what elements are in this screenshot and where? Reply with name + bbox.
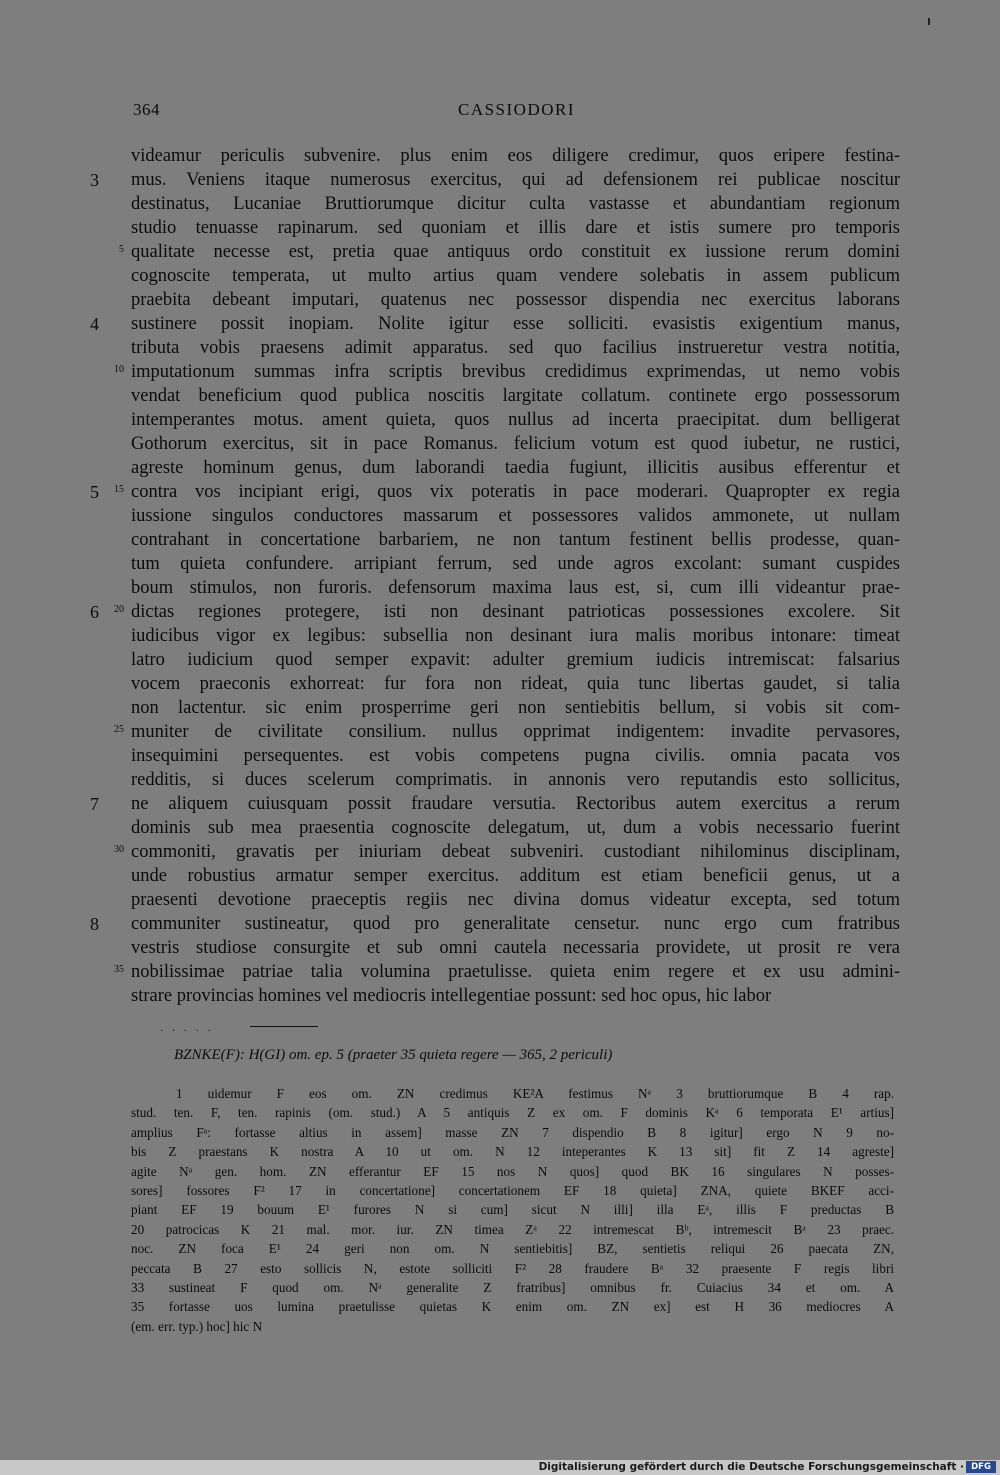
- text-line-content: vocem praeconis exhorreat: fur fora non rideat, quia tunc libertas gaudet, si talia: [131, 674, 900, 694]
- apparatus-line: [0, 1142, 1000, 1161]
- text-line: [0, 312, 1000, 336]
- apparatus-line-content: peccata B 27 esto sollicis N, estote solliciti F² 28 fraudere Bᵃ 32 praesente F regis libri: [131, 1260, 894, 1276]
- line-number: 20: [114, 604, 124, 615]
- text-line: [0, 360, 1000, 384]
- page-number: 364: [133, 100, 160, 119]
- apparatus-line: [0, 1123, 1000, 1142]
- text-line-content: tributa vobis praesens adimit apparatus. sed quo facilius instrueretur vestra notitia,: [131, 338, 900, 358]
- text-line-content: latro iudicium quod semper expavit: adulter gremium iudicis intremiscat: falsarius: [131, 650, 900, 670]
- apparatus-line-content: 33 sustineat F quod om. Nᵃ generalite Z fratribus] omnibus fr. Cuiacius 34 et om. A: [131, 1279, 894, 1295]
- text-line-content: tum quieta confundere. arripiant ferrum, sed unde agros excolant: sumant cuspides: [131, 554, 900, 574]
- text-line-content: imputationum summas infra scriptis brevibus credidimus exprimendas, ut nemo vobis: [131, 362, 900, 382]
- text-line: [0, 192, 1000, 216]
- text-line: [0, 696, 1000, 720]
- text-line: [0, 336, 1000, 360]
- text-line: [0, 960, 1000, 984]
- line-number: 10: [114, 364, 124, 375]
- text-line-content: praesenti devotione praeceptis regiis nec divina domus videatur excepta, sed totum: [131, 890, 900, 910]
- text-line: [0, 144, 1000, 168]
- text-line-content: destinatus, Lucaniae Bruttiorumque dicitur culta vastasse et abundantiam regionum: [131, 194, 900, 214]
- apparatus-line-content: noc. ZN foca E¹ 24 geri non om. N sentiebitis] BZ, sentietis reliqui 26 paecata ZN,: [131, 1241, 894, 1257]
- text-line-content: dominis sub mea praesentia cognoscite delegatum, ut, dum a vobis necessario fuerint: [131, 818, 900, 838]
- text-line: [0, 720, 1000, 744]
- apparatus-line: [0, 1278, 1000, 1297]
- text-line: [0, 552, 1000, 576]
- apparatus-line: [0, 1084, 1000, 1103]
- text-line-content: vendat beneficium quod publica noscitis largitate collatum. continete ergo possessorum: [131, 386, 900, 406]
- text-line-content: contra vos incipiant erigi, quos vix poteratis in pace moderari. Quapropter ex regia: [131, 482, 900, 502]
- text-line: [0, 576, 1000, 600]
- manuscript-sigla: BZNKE(F): H(GI) om. ep. 5 (praeter 35 quieta regere — 365, 2 periculi): [174, 1047, 613, 1063]
- text-line: [0, 792, 1000, 816]
- text-line-content: qualitate necesse est, pretia quae antiquus ordo constituit ex iussione rerum domini: [131, 242, 900, 262]
- text-line: [0, 408, 1000, 432]
- text-line: [0, 672, 1000, 696]
- text-line: [0, 768, 1000, 792]
- apparatus-line: [0, 1317, 1000, 1336]
- text-line: [0, 288, 1000, 312]
- main-text-block: [0, 144, 1000, 1008]
- line-number: 30: [114, 844, 124, 855]
- apparatus-line: [0, 1259, 1000, 1278]
- text-line: [0, 984, 1000, 1008]
- running-head: [133, 100, 900, 124]
- text-line: [0, 840, 1000, 864]
- text-line-content: redditis, si duces scelerum comprimatis. in annonis vero reputandis esto sollicitus,: [131, 770, 900, 790]
- text-line-content: insequimini persequentes. est vobis competens pugna civilis. omnia pacata vos: [131, 746, 900, 766]
- text-line-content: praebita debeant imputari, quatenus nec possessor dispendia nec exercitus laborans: [131, 290, 900, 310]
- text-line-content: iussione singulos conductores massarum et possessores validos ammonete, ut nullam: [131, 506, 900, 526]
- text-line-content: unde robustius armatur semper exercitus. additum est etiam beneficii genus, ut a: [131, 866, 900, 886]
- critical-apparatus: [0, 1084, 1000, 1336]
- apparatus-line: [0, 1220, 1000, 1239]
- apparatus-line: [0, 1239, 1000, 1258]
- apparatus-line-content: amplius Fᵃ: fortasse altius in assem] masse ZN 7 dispendio B 8 igitur] ergo N 9 no-: [131, 1124, 894, 1140]
- text-line-content: boum stimulos, non furoris. defensorum maxima laus est, si, cum illi videantur prae-: [131, 578, 900, 598]
- text-line: [0, 480, 1000, 504]
- apparatus-line: [0, 1103, 1000, 1122]
- text-line: [0, 648, 1000, 672]
- text-line: [0, 864, 1000, 888]
- text-line-content: nobilissimae patriae talia volumina praetulisse. quieta enim regere et ex usu admini-: [131, 962, 900, 982]
- chapter-number: 3: [90, 170, 99, 190]
- apparatus-line-content: 1 uidemur F eos om. ZN credimus KE²A festimus Nᵃ 3 bruttiorumque B 4 rap.: [176, 1086, 894, 1101]
- text-line-content: sustinere possit inopiam. Nolite igitur esse solliciti. evasistis exigentium manus,: [131, 314, 900, 334]
- header-title: CASSIODORI: [457, 100, 576, 119]
- line-number: 15: [114, 484, 124, 495]
- text-line: [0, 456, 1000, 480]
- text-line-content: contrahant in concertatione barbariem, ne non tantum festinent bellis prodesse, quan-: [131, 530, 900, 550]
- apparatus-line: [0, 1297, 1000, 1316]
- apparatus-line-content: 35 fortasse uos lumina praetulisse quietas K enim om. ZN ex] est H 36 mediocres A: [131, 1299, 894, 1315]
- text-line: [0, 432, 1000, 456]
- text-line-content: studio tenuasse rapinarum. sed quoniam et illis dare et istis sumere pro temporis: [131, 218, 900, 238]
- text-line-content: communiter sustineatur, quod pro generalitate censetur. nunc ergo cum fratribus: [131, 914, 900, 934]
- text-line: [0, 264, 1000, 288]
- text-line: [0, 528, 1000, 552]
- text-line-content: strare provincias homines vel mediocris intellegentiae possunt: sed hoc opus, hic labor: [131, 986, 772, 1006]
- text-line: [0, 936, 1000, 960]
- apparatus-line-content: 20 patrocicas K 21 mal. mor. iur. ZN timea Zᵃ 22 intremescat Bᵇ, intremescit Bᵃ 23 praec.: [131, 1221, 894, 1237]
- apparatus-line: [0, 1162, 1000, 1181]
- text-line: [0, 216, 1000, 240]
- text-line-content: muniter de civilitate consilium. nullus opprimat indigentem: invadite pervasores,: [131, 722, 900, 742]
- text-line: [0, 816, 1000, 840]
- text-line-content: Gothorum exercitus, sit in pace Romanus. felicium votum est quod iubetur, ne rustici,: [131, 434, 900, 454]
- text-line-content: mus. Veniens itaque numerosus exercitus, qui ad defensionem rei publicae noscitur: [131, 170, 900, 190]
- line-number: 35: [114, 964, 124, 975]
- text-line-content: agreste hominum genus, dum laborandi taedia fugiunt, illicitis ausibus efferentur et: [131, 458, 900, 478]
- line-number: 5: [119, 244, 124, 255]
- apparatus-line-content: sores] fossores F² 17 in concertatione] concertationem EF 18 quieta] ZNA, quiete BKEF acci-: [131, 1182, 894, 1198]
- apparatus-line-content: piant EF 19 bouum E¹ furores N si cum] sicut N illi] illa Eᵃ, illis F preductas B: [131, 1202, 894, 1218]
- text-line: [0, 600, 1000, 624]
- chapter-number: 6: [90, 602, 99, 622]
- separator-rule: [250, 1026, 318, 1027]
- text-line-content: ne aliquem cuiusquam possit fraudare versutia. Rectoribus autem exercitus a rerum: [131, 794, 900, 814]
- chapter-number: 8: [90, 914, 99, 934]
- text-line: [0, 504, 1000, 528]
- text-line-content: dictas regiones protegere, isti non desinant patrioticas possessiones excolere. Sit: [131, 602, 900, 622]
- text-line-content: videamur periculis subvenire. plus enim eos diligere credimur, quos eripere festina-: [131, 146, 900, 166]
- dfg-logo-icon: DFG: [966, 1461, 996, 1473]
- chapter-number: 7: [90, 794, 99, 814]
- apparatus-line: [0, 1181, 1000, 1200]
- text-line-content: iudicibus vigor ex legibus: subsellia non desinant iura malis moribus intonare: timeat: [131, 626, 900, 646]
- scan-corner-mark: [928, 18, 930, 25]
- separator-dots: · · · · ·: [160, 1026, 214, 1037]
- text-line: [0, 744, 1000, 768]
- text-line-content: cognoscite temperata, ut multo artius quam vendere solebatis in assem publicum: [131, 266, 900, 286]
- text-line-content: commoniti, gravatis per iniuriam debeat subveniri. custodiant nihilominus disciplinam,: [131, 842, 900, 862]
- apparatus-line: [0, 1200, 1000, 1219]
- text-line-content: vestris studiose consurgite et sub omni cautela necessaria providete, ut prosit re vera: [131, 938, 900, 958]
- text-line: [0, 168, 1000, 192]
- text-line: [0, 240, 1000, 264]
- chapter-number: 4: [90, 314, 99, 334]
- text-line-content: non lactentur. sic enim prosperrime geri non sentiebitis bellum, si vobis sit com-: [131, 698, 900, 718]
- line-number: 25: [114, 724, 124, 735]
- apparatus-line-content: bis Z praestans K nostra A 10 ut om. N 12 inteperantes K 13 sit] fit Z 14 agreste]: [131, 1144, 894, 1160]
- text-line: [0, 624, 1000, 648]
- text-line-content: intemperantes motus. ament quieta, quos nullus ad incerta praecipitat. dum belligerat: [131, 410, 900, 430]
- footer-credit: Digitalisierung gefördert durch die Deutsche Forschungsgemeinschaft ·: [538, 1461, 964, 1473]
- text-line: [0, 912, 1000, 936]
- chapter-number: 5: [90, 482, 99, 502]
- apparatus-line-content: agite Nᵃ gen. hom. ZN efferantur EF 15 nos N quos] quod BK 16 singulares N posses-: [131, 1163, 894, 1179]
- apparatus-line-content: (em. err. typ.) hoc] hic N: [131, 1318, 263, 1334]
- text-line: [0, 384, 1000, 408]
- apparatus-line-content: stud. ten. F, ten. rapinis (om. stud.) A 5 antiquis Z ex om. F dominis Kᵃ 6 temporata E¹ artius]: [131, 1105, 894, 1121]
- text-line: [0, 888, 1000, 912]
